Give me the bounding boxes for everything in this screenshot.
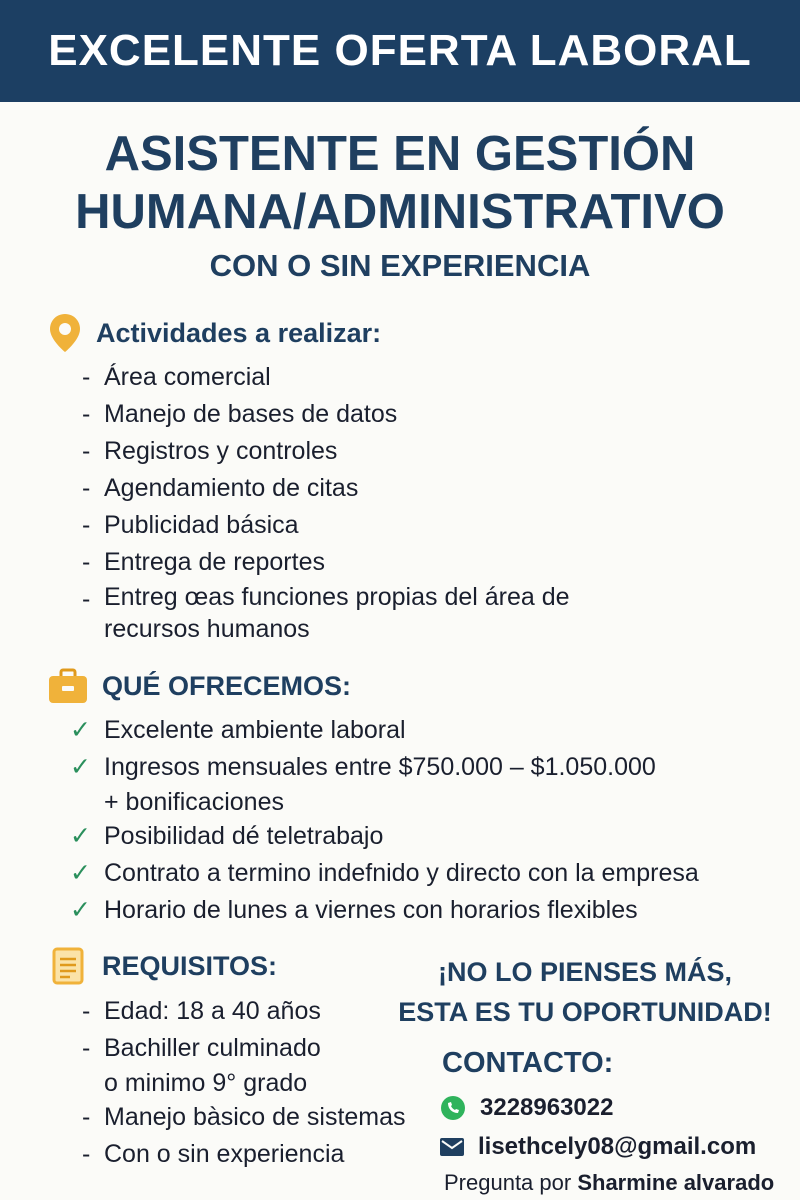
location-pin-icon	[48, 313, 82, 353]
cta-line-1: ¡NO LO PIENSES MÁS,	[437, 957, 733, 987]
check-icon: ✓	[70, 753, 91, 781]
document-icon	[52, 947, 84, 985]
email-address[interactable]: lisethcely08@gmail.com	[478, 1133, 757, 1160]
check-icon: ✓	[70, 716, 91, 744]
list-item: - Entrega de reportes	[82, 544, 570, 581]
requirements-heading-label: REQUISITOS:	[102, 950, 278, 981]
list-item: - Con o sin experiencia	[82, 1136, 406, 1173]
job-subtitle: CON O SIN EXPERIENCIA	[209, 248, 591, 283]
list-item: - Manejo de bases de datos	[82, 396, 570, 433]
list-item	[82, 581, 570, 645]
list-item-text: Posibilidad dé teletrabajo	[104, 822, 384, 850]
list-item	[82, 1030, 406, 1099]
offer-heading	[48, 668, 351, 704]
activities-heading-label: Actividades a realizar:	[96, 317, 382, 348]
requirements-list	[82, 993, 406, 1173]
check-icon: ✓	[70, 896, 91, 924]
requirements-heading	[52, 947, 277, 985]
check-icon: ✓	[70, 859, 91, 887]
list-item: - Edad: 18 a 40 años	[82, 993, 406, 1030]
job-title-line-1: ASISTENTE EN GESTIÓN	[104, 127, 696, 181]
briefcase-icon	[48, 668, 88, 704]
list-item-text: Horario de lunes a viernes con horarios flexibles	[104, 896, 638, 924]
phone-number[interactable]: 3228963022	[480, 1094, 614, 1121]
call-to-action	[385, 952, 785, 1032]
list-item	[70, 855, 699, 892]
list-item: - Publicidad básica	[82, 507, 570, 544]
list-item	[70, 712, 699, 749]
list-item: - Manejo bàsico de sistemas	[82, 1099, 406, 1136]
check-icon: ✓	[70, 822, 91, 850]
list-item-line-2: o minimo 9° grado	[104, 1069, 308, 1097]
list-item: - Área comercial	[82, 359, 570, 396]
list-item-text: Contrato a termino indefnido y directo con la empresa	[104, 859, 699, 887]
contact-person-name: Sharmine alvarado	[577, 1170, 775, 1195]
list-item-line-2: + bonificaciones	[104, 788, 284, 816]
list-item	[70, 749, 699, 818]
activities-list	[82, 359, 570, 645]
whatsapp-icon	[440, 1095, 466, 1121]
contact-person-prefix: Pregunta por	[444, 1170, 572, 1195]
contact-phone[interactable]	[440, 1094, 613, 1122]
banner-title: EXCELENTE OFERTA LABORAL	[48, 26, 752, 75]
list-item	[70, 818, 699, 855]
list-item-text: Ingresos mensuales entre $750.000 – $1.050.000	[104, 753, 656, 781]
contact-email[interactable]	[440, 1133, 756, 1161]
mail-icon	[440, 1138, 464, 1156]
list-item: - Registros y controles	[82, 433, 570, 470]
list-item-line-2: recursos humanos	[104, 615, 310, 643]
list-item: - Agendamiento de citas	[82, 470, 570, 507]
cta-line-2: ESTA ES TU OPORTUNIDAD!	[398, 997, 772, 1027]
list-item-text: Excelente ambiente laboral	[104, 716, 406, 744]
offer-heading-label: QUÉ OFRECEMOS:	[102, 670, 352, 701]
list-item-line-1: - Bachiller culminado	[104, 1034, 321, 1062]
job-title-line-2: HUMANA/ADMINISTRATIVO	[75, 185, 725, 239]
list-item	[70, 892, 699, 929]
offer-list	[70, 712, 699, 929]
contact-person	[444, 1170, 774, 1196]
contact-heading: CONTACTO:	[442, 1047, 614, 1079]
activities-heading	[48, 313, 381, 353]
header-banner	[0, 0, 800, 102]
list-item-line-1: - Entreg œas funciones propias del área de	[104, 583, 570, 611]
